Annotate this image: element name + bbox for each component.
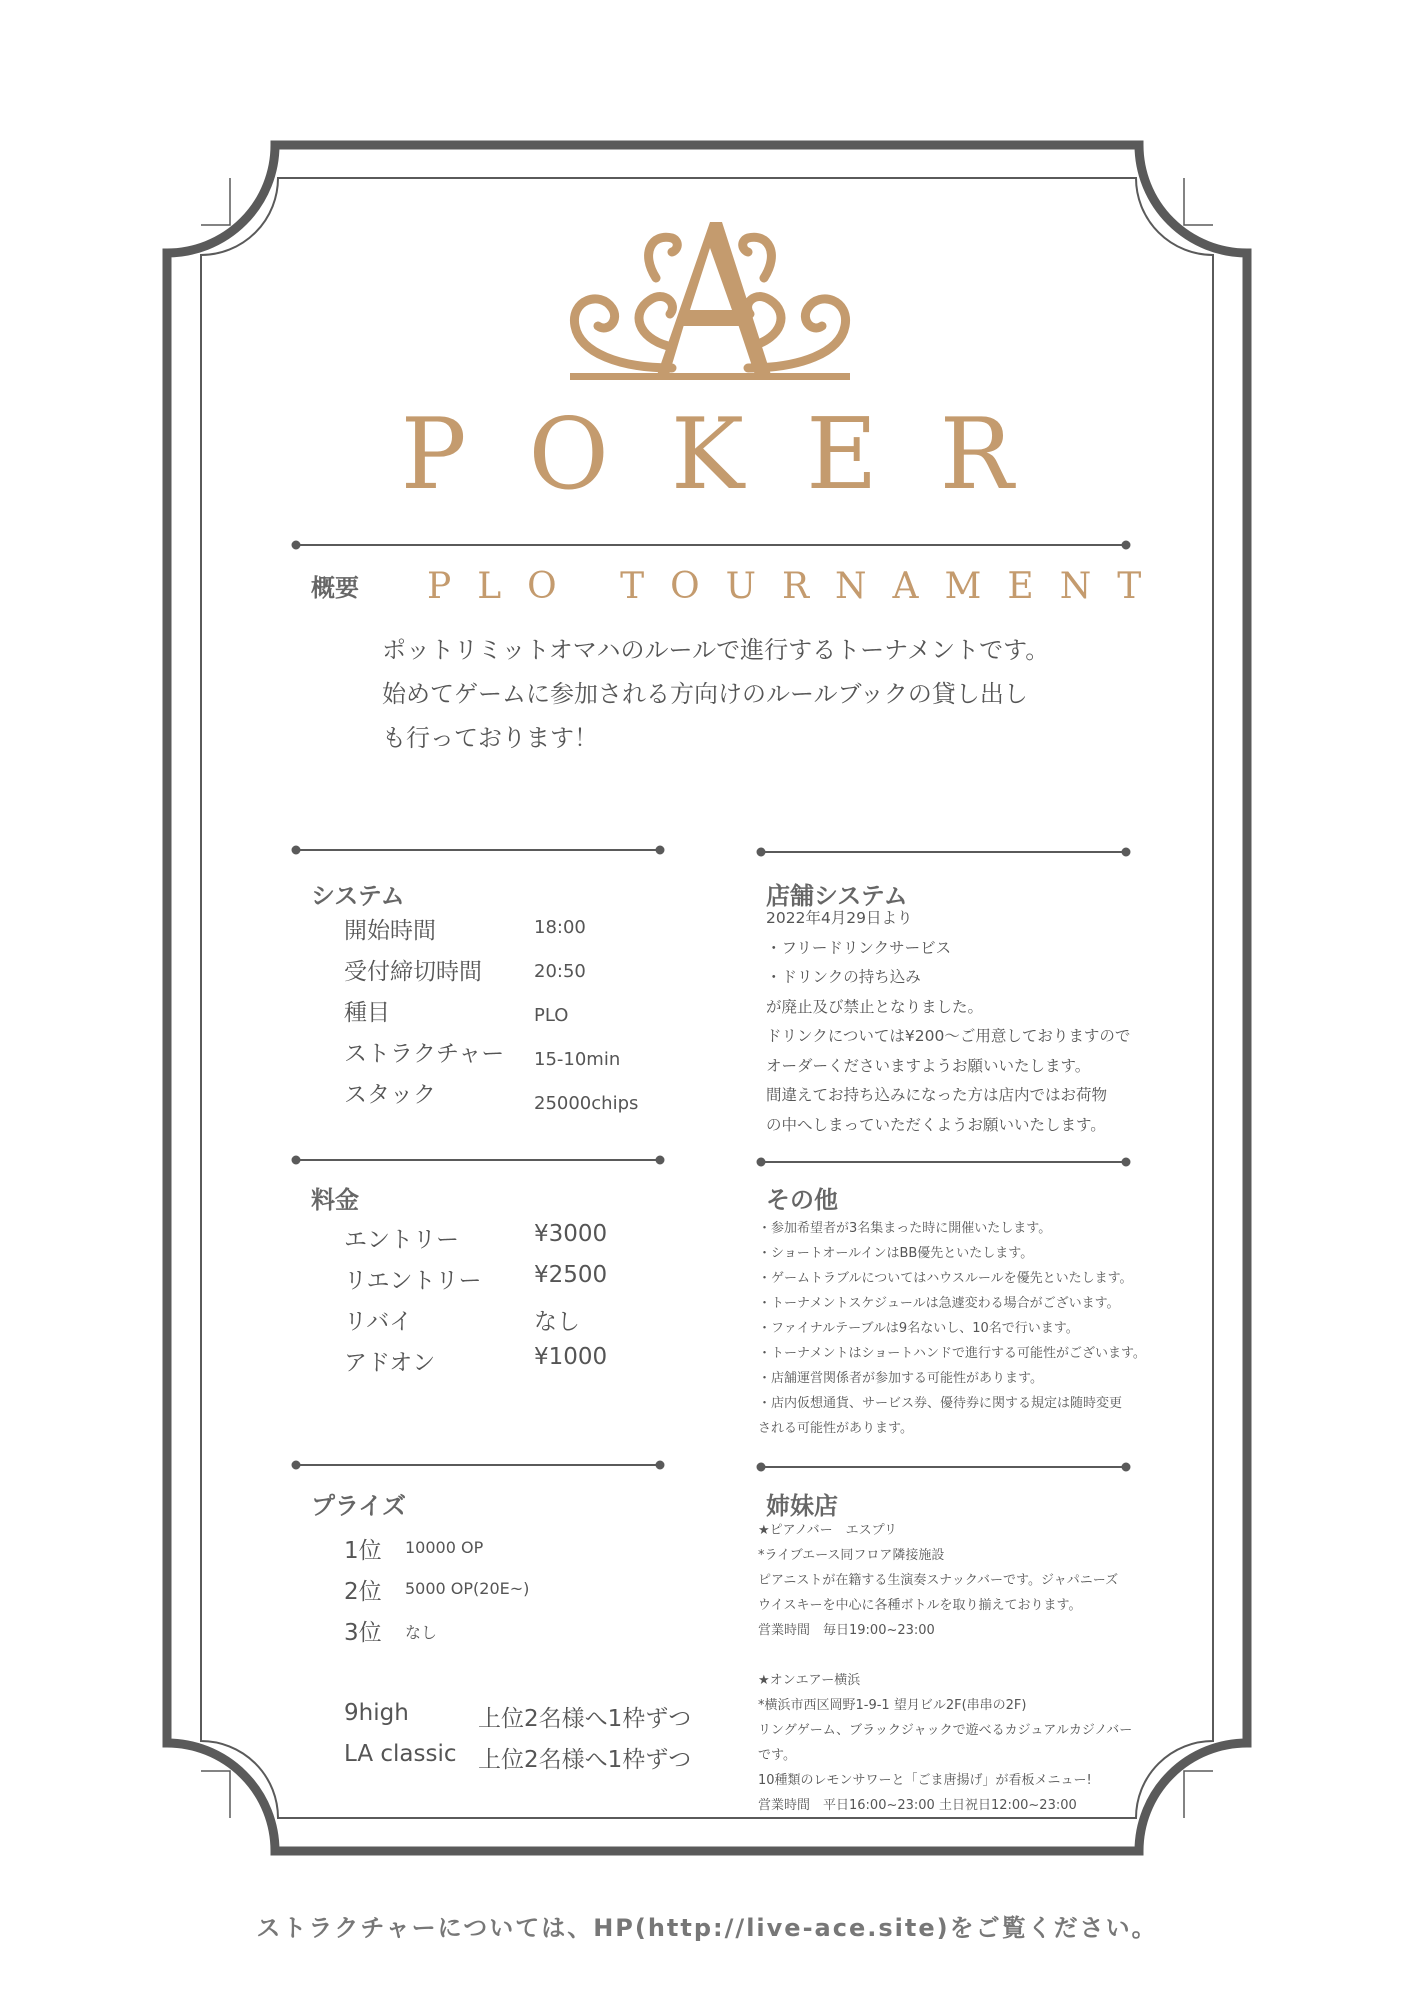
system-value: 20:50 xyxy=(534,961,586,982)
store-system-line: 2022年4月29日より xyxy=(766,909,913,927)
store-system-text xyxy=(766,904,1130,1140)
store-system-line: 間違えてお持ち込みになった方は店内ではお荷物 xyxy=(766,1086,1108,1104)
sister-line: ★ピアノバー エスプリ xyxy=(758,1523,898,1538)
other-line: される可能性があります。 xyxy=(758,1421,913,1436)
sister-line: ★オンエアー横浜 xyxy=(758,1673,861,1688)
prize-rank: 2位 xyxy=(344,1579,382,1605)
sister-line: 営業時間 平日16:00~23:00 土日祝日12:00~23:00 xyxy=(758,1798,1077,1813)
fee-label: リバイ xyxy=(344,1309,413,1335)
store-system-line: が廃止及び禁止となりました。 xyxy=(766,997,984,1016)
other-line: ・トーナメントはショートハンドで進行する可能性がございます。 xyxy=(758,1346,1146,1361)
intro-text xyxy=(382,628,1049,760)
overview-label: 概要 xyxy=(311,574,359,602)
fee-value: ¥2500 xyxy=(534,1262,608,1288)
sister-line: *横浜市西区岡野1-9-1 望月ビル2F(串串の2F) xyxy=(758,1698,1027,1713)
other-text xyxy=(758,1216,1146,1441)
sister-stores-heading: 姉妹店 xyxy=(766,1492,838,1520)
system-value: 15-10min xyxy=(534,1049,621,1070)
store-system-heading: 店舗システム xyxy=(766,882,908,910)
fee-label: リエントリー xyxy=(344,1268,482,1294)
other-line: ・ファイナルテーブルは9名ないし、10名で行います。 xyxy=(758,1321,1079,1336)
prize-extra-label: LA classic xyxy=(344,1741,457,1767)
system-label: スタック xyxy=(344,1082,436,1108)
system-heading: システム xyxy=(311,882,405,910)
fee-value: なし xyxy=(534,1309,580,1335)
other-line: ・ゲームトラブルについてはハウスルールを優先といたします。 xyxy=(758,1271,1133,1286)
fees-heading: 料金 xyxy=(311,1186,359,1214)
tournament-subtitle: PLO TOURNAMENT xyxy=(427,566,1168,607)
prize-rank: 3位 xyxy=(344,1620,382,1646)
fee-value: ¥1000 xyxy=(534,1344,608,1370)
system-label: 受付締切時間 xyxy=(344,959,482,985)
prizes-heading: プライズ xyxy=(311,1492,407,1520)
other-line: ・店舗運営関係者が参加する可能性があります。 xyxy=(758,1371,1043,1386)
prize-rank: 1位 xyxy=(344,1538,382,1564)
sister-line: 営業時間 毎日19:00~23:00 xyxy=(758,1623,935,1638)
prize-extra-label: 9high xyxy=(344,1700,409,1726)
store-system-line: ドリンクについては¥200〜ご用意しておりますので xyxy=(766,1027,1131,1045)
system-value: 18:00 xyxy=(534,917,586,938)
other-line: ・参加希望者が3名集まった時に開催いたします。 xyxy=(758,1221,1052,1236)
sister-line: *ライブエース同フロア隣接施設 xyxy=(758,1548,945,1563)
system-value: PLO xyxy=(534,1005,569,1026)
store-system-line: ・フリードリンクサービス xyxy=(766,938,952,957)
other-heading: その他 xyxy=(766,1186,838,1214)
other-line: ・店内仮想通貨、サービス券、優待券に関する規定は随時変更 xyxy=(758,1396,1123,1411)
fee-label: エントリー xyxy=(344,1227,459,1253)
fee-value: ¥3000 xyxy=(534,1221,608,1247)
system-label: 種目 xyxy=(344,1000,390,1026)
store-system-line: の中へしまっていただくようお願いいたします。 xyxy=(766,1115,1106,1134)
sister-line xyxy=(758,1643,1132,1668)
intro-line: ポットリミットオマハのルールで進行するトーナメントです。 xyxy=(382,636,1050,664)
sister-line: ウイスキーを中心に各種ボトルを取り揃えております。 xyxy=(758,1598,1082,1613)
store-system-line: ・ドリンクの持ち込み xyxy=(766,968,921,986)
ace-logo-emblem xyxy=(560,218,860,390)
prize-value: 10000 OP xyxy=(405,1538,484,1557)
store-system-line: オーダーくださいますようお願いいたします。 xyxy=(766,1056,1091,1075)
fee-label: アドオン xyxy=(344,1350,436,1376)
system-value: 25000chips xyxy=(534,1093,639,1114)
brand-name: POKER xyxy=(400,398,1076,512)
system-label: 開始時間 xyxy=(344,918,436,944)
sister-line: 10種類のレモンサワーと「ごま唐揚げ」が看板メニュー! xyxy=(758,1773,1092,1788)
footer-note: ストラクチャーについては、HP(http://live-ace.site)をご覧ください。 xyxy=(256,1914,1158,1942)
other-line: ・ショートオールインはBB優先といたします。 xyxy=(758,1246,1034,1261)
prize-extra-value: 上位2名様へ1枠ずつ xyxy=(478,1706,692,1732)
prize-extra-value: 上位2名様へ1枠ずつ xyxy=(478,1747,692,1773)
sister-stores-text xyxy=(758,1518,1132,1818)
prize-value: 5000 OP(20E~) xyxy=(405,1579,530,1598)
sister-line: です。 xyxy=(758,1748,796,1763)
system-label: ストラクチャー xyxy=(344,1041,505,1067)
intro-line: 始めてゲームに参加される方向けのルールブックの貸し出し xyxy=(382,680,1028,708)
sister-line: リングゲーム、ブラックジャックで遊べるカジュアルカジノバー xyxy=(758,1723,1133,1738)
intro-line: も行っております！ xyxy=(382,724,598,752)
prize-value: なし xyxy=(405,1623,438,1642)
other-line: ・トーナメントスケジュールは急遽変わる場合がございます。 xyxy=(758,1296,1120,1311)
sister-line: ピアニストが在籍する生演奏スナックバーです。ジャパニーズ xyxy=(758,1573,1119,1588)
